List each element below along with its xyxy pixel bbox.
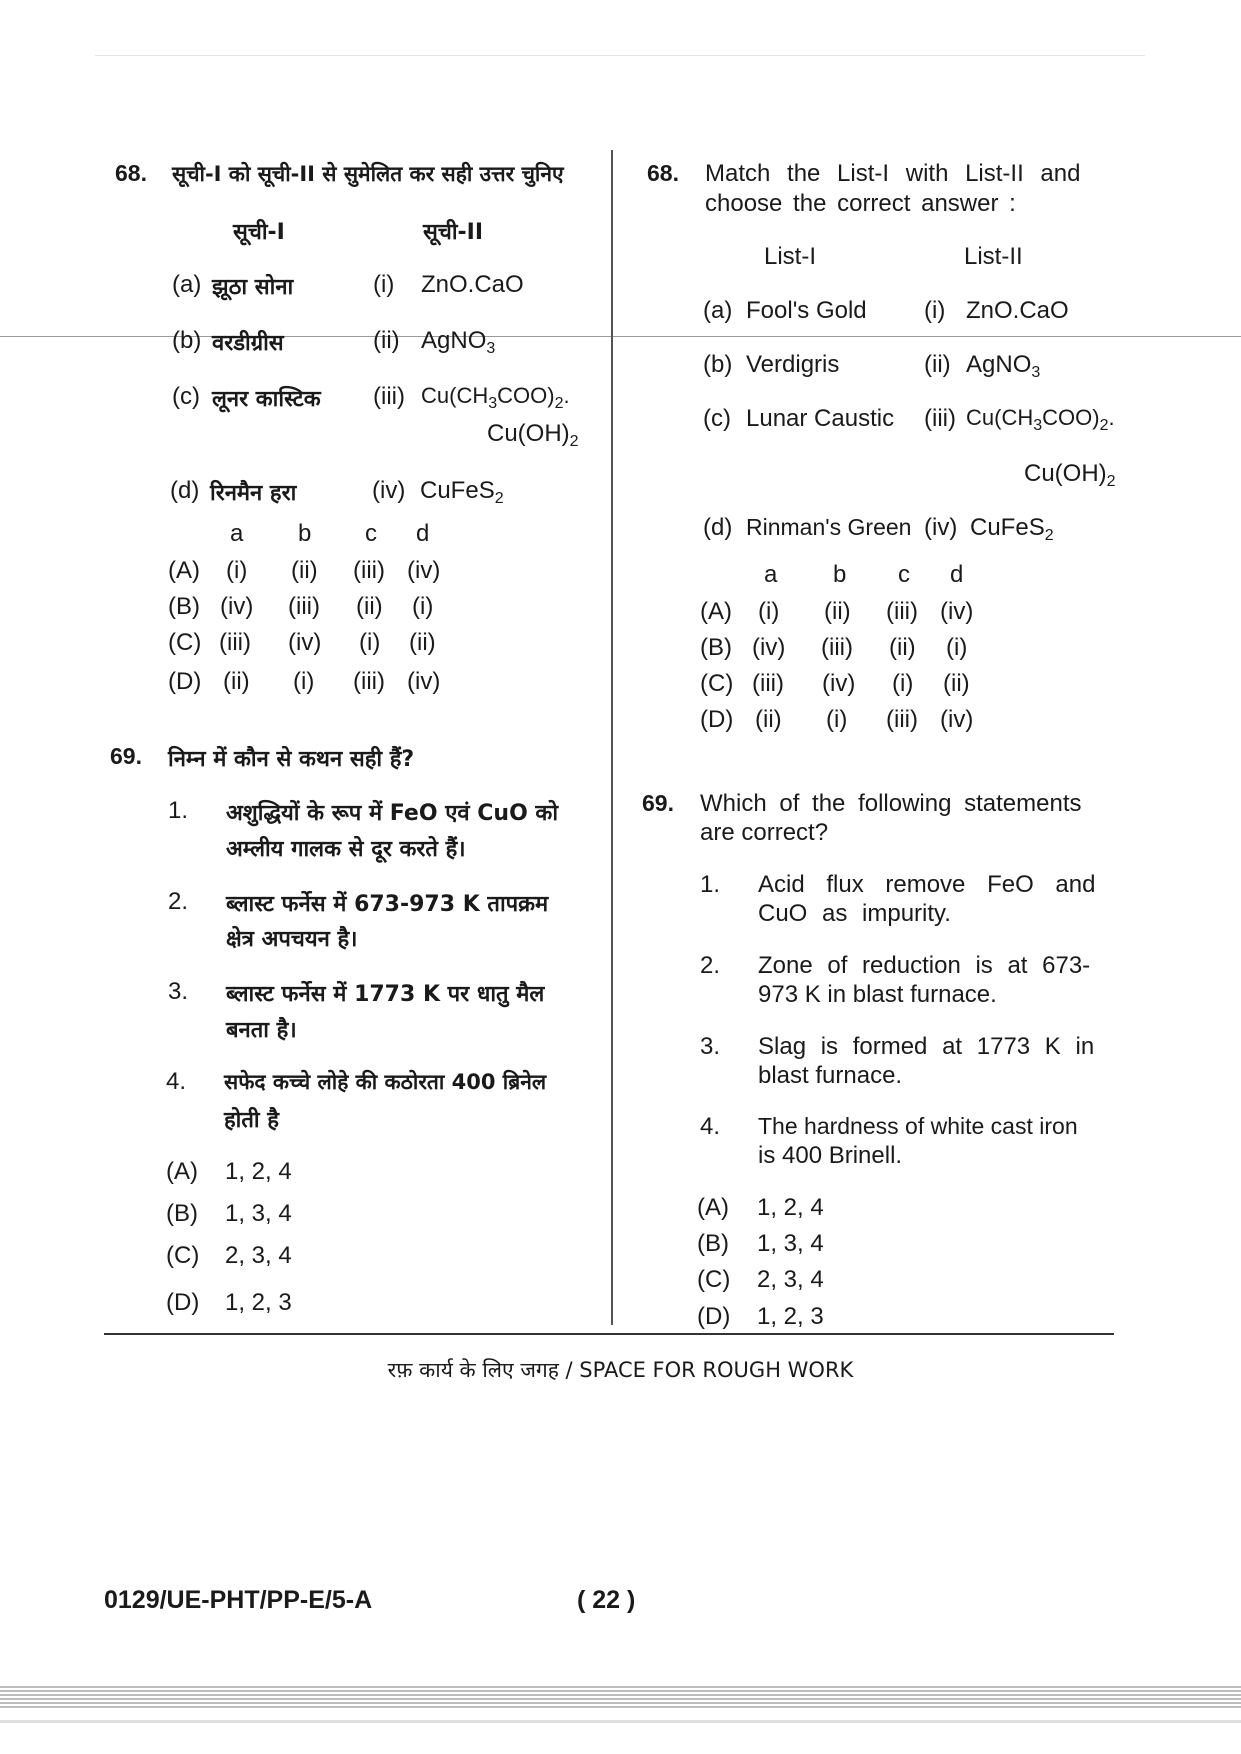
en-q68-item-code: (ii)	[924, 351, 951, 378]
en-q68-question-line1: Match the List-I with List-II and	[705, 160, 1081, 187]
en-q69-statement-line2: 973 K in blast furnace.	[758, 981, 997, 1008]
en-q68-option-value: (ii)	[943, 670, 970, 697]
en-q68-option-label[interactable]: (D)	[700, 706, 734, 733]
en-q68-item-label: (d)	[703, 514, 733, 541]
hi-q68-item-text: वरडीग्रीस	[212, 331, 284, 356]
hi-q68-item-code: (ii)	[373, 327, 400, 354]
hi-q68-col-a: a	[230, 520, 244, 547]
en-q68-item-label: (a)	[703, 297, 733, 324]
column-divider	[611, 150, 613, 1325]
hi-q68-option-value: (i)	[226, 557, 248, 584]
en-q69-statement-num: 1.	[700, 871, 721, 898]
hi-q68-item-match: CuFeS$_2$	[420, 477, 504, 507]
en-q68-option-value: (iv)	[940, 598, 974, 625]
hi-q68-option-label[interactable]: (C)	[168, 629, 202, 656]
hi-q68-option-value: (ii)	[291, 557, 318, 584]
en-q69-option-label[interactable]: (C)	[697, 1266, 731, 1293]
en-q68-col-c: c	[898, 561, 910, 588]
en-q68-question-line2: choose the correct answer :	[705, 190, 1016, 217]
hi-q68-option-value: (iv)	[288, 629, 322, 656]
scan-bottom-band	[0, 1686, 1241, 1708]
hi-q68-number: 68.	[115, 160, 147, 186]
en-q68-item-text: Fool's Gold	[746, 297, 867, 324]
hi-q68-option-label[interactable]: (D)	[168, 668, 202, 695]
en-q69-option-label[interactable]: (A)	[697, 1194, 729, 1221]
en-q69-option-value: 1, 2, 3	[757, 1303, 824, 1330]
hi-q68-item-code: (iii)	[373, 383, 405, 410]
en-q69-question-line2: are correct?	[700, 819, 829, 846]
hi-q68-option-value: (iv)	[220, 593, 254, 620]
hi-q68-option-label[interactable]: (B)	[168, 593, 200, 620]
paper-code: 0129/UE-PHT/PP-E/5-A	[104, 1586, 373, 1614]
hi-q68-item-match: $Cu(CH_3COO)_2$.	[421, 383, 570, 412]
hi-q68-question: सूची-I को सूची-II से सुमेलित कर सही उत्तर चुनिए	[172, 162, 564, 186]
hi-q68-option-value: (iii)	[219, 629, 251, 656]
hi-q68-item-code: (i)	[373, 271, 395, 298]
en-q69-option-value: 1, 2, 4	[757, 1194, 824, 1221]
hi-q68-option-value: (iii)	[288, 593, 320, 620]
hi-q69-option-label[interactable]: (D)	[166, 1289, 200, 1316]
hi-q69-option-label[interactable]: (C)	[166, 1242, 200, 1269]
en-q68-item-label: (b)	[703, 351, 733, 378]
en-q69-number: 69.	[642, 790, 674, 816]
en-q68-option-value: (iii)	[886, 598, 918, 625]
hi-q68-col-b: b	[298, 520, 312, 547]
en-q68-option-value: (iv)	[822, 670, 856, 697]
hi-q68-item-match: ZnO.CaO	[421, 271, 524, 298]
hi-q69-statement-line2: बनता है।	[226, 1018, 297, 1043]
hi-q69-option-value: 1, 2, 4	[225, 1158, 292, 1185]
en-q69-option-label[interactable]: (D)	[697, 1303, 731, 1330]
hi-q69-statement-num: 2.	[168, 888, 189, 915]
en-q69-option-value: 1, 3, 4	[757, 1230, 824, 1257]
en-q69-statement-num: 3.	[700, 1033, 721, 1060]
en-q68-item-code: (iii)	[924, 405, 956, 432]
hi-q68-col-c: c	[365, 520, 377, 547]
hi-q69-statement-line1: सफेद कच्चे लोहे की कठोरता 400 ब्रिनेल	[224, 1070, 547, 1094]
hi-q68-option-value: (i)	[293, 668, 315, 695]
hi-q69-option-value: 1, 2, 3	[225, 1289, 292, 1316]
hi-q68-option-value: (iii)	[353, 557, 385, 584]
hi-q68-item-text: लूनर कास्टिक	[212, 387, 321, 412]
hi-q68-option-value: (iv)	[407, 668, 441, 695]
en-q69-statement-line1: Slag is formed at 1773 K in	[758, 1033, 1095, 1060]
hi-q69-statement-num: 1.	[168, 797, 189, 824]
en-q68-item-text: Rinman's Green	[746, 514, 912, 540]
en-q68-number: 68.	[647, 160, 679, 186]
hi-q69-number: 69.	[110, 743, 142, 769]
en-q69-statement-line1: Acid flux remove FeO and	[758, 871, 1096, 898]
en-q68-list1-header: List-I	[764, 243, 817, 270]
hi-q68-option-value: (ii)	[356, 593, 383, 620]
hi-q68-item-match: AgNO$_3$	[421, 327, 496, 357]
en-q68-option-label[interactable]: (C)	[700, 670, 734, 697]
en-q68-option-value: (iii)	[821, 634, 853, 661]
hi-q68-list1-header: सूची-I	[233, 220, 285, 245]
hi-q68-item-code: (iv)	[372, 477, 406, 504]
en-q68-item-text: Verdigris	[746, 351, 840, 378]
en-q69-statement-line2: CuO as impurity.	[758, 900, 951, 927]
en-q68-option-value: (ii)	[755, 706, 782, 733]
hi-q68-option-value: (ii)	[409, 629, 436, 656]
rough-work-rule	[104, 1333, 1114, 1335]
en-q68-item-code: (i)	[924, 297, 946, 324]
en-q68-col-a: a	[764, 561, 778, 588]
en-q69-statement-num: 2.	[700, 952, 721, 979]
hi-q69-option-label[interactable]: (A)	[166, 1158, 198, 1185]
hi-q68-option-value: (iv)	[407, 557, 441, 584]
en-q69-statement-line2: is 400 Brinell.	[758, 1142, 903, 1169]
rough-work-label: रफ़ कार्य के लिए जगह / SPACE FOR ROUGH WORK	[387, 1358, 854, 1382]
hi-q69-option-value: 2, 3, 4	[225, 1242, 292, 1269]
en-q68-option-value: (iv)	[752, 634, 786, 661]
hi-q68-list2-header: सूची-II	[423, 220, 484, 245]
en-q68-col-b: b	[833, 561, 847, 588]
scan-edge-shadow	[0, 1720, 1241, 1723]
en-q68-option-value: (ii)	[824, 598, 851, 625]
hi-q69-statement-line2: क्षेत्र अपचयन है।	[226, 927, 358, 952]
en-q68-item-match: CuFeS$_2$	[970, 514, 1054, 544]
hi-q69-statement-line1: ब्लास्ट फर्नेस में 1773 K पर धातु मैल	[226, 982, 545, 1007]
en-q68-option-label[interactable]: (B)	[700, 634, 732, 661]
en-q68-option-value: (i)	[892, 670, 914, 697]
hi-q68-option-label[interactable]: (A)	[168, 557, 200, 584]
en-q69-question-line1: Which of the following statements	[700, 790, 1082, 817]
hi-q69-statement-line2: अम्लीय गालक से दूर करते हैं।	[226, 837, 466, 862]
en-q68-col-d: d	[950, 561, 964, 588]
hi-q69-statement-line1: अशुद्धियों के रूप में FeO एवं CuO को	[226, 801, 559, 826]
hi-q68-item-label: (b)	[172, 327, 202, 354]
en-q68-option-value: (ii)	[889, 634, 916, 661]
en-q69-statement-num: 4.	[700, 1113, 721, 1140]
en-q68-item-match-line2: $Cu(OH)_2$	[1024, 460, 1116, 490]
hi-q68-option-value: (iii)	[353, 668, 385, 695]
en-q68-list2-header: List-II	[964, 243, 1023, 270]
en-q68-option-value: (iii)	[886, 706, 918, 733]
page-number: ( 22 )	[577, 1586, 636, 1614]
hi-q69-statement-line2: होती है	[224, 1108, 279, 1133]
en-q68-option-label[interactable]: (A)	[700, 598, 732, 625]
en-q68-option-value: (iv)	[940, 706, 974, 733]
hi-q68-option-value: (i)	[359, 629, 381, 656]
en-q68-item-code: (iv)	[924, 514, 958, 541]
en-q69-option-label[interactable]: (B)	[697, 1230, 729, 1257]
en-q69-option-value: 2, 3, 4	[757, 1266, 824, 1293]
en-q69-statement-line2: blast furnace.	[758, 1062, 903, 1089]
en-q68-item-match: ZnO.CaO	[966, 297, 1069, 324]
hi-q69-statement-line1: ब्लास्ट फर्नेस में 673-973 K तापक्रम	[226, 892, 549, 917]
en-q68-item-match: $Cu(CH_3COO)_2$.	[966, 405, 1115, 434]
hi-q69-statement-num: 4.	[166, 1068, 187, 1095]
en-q68-option-value: (i)	[946, 634, 968, 661]
en-q68-item-text: Lunar Caustic	[746, 405, 895, 432]
en-q68-option-value: (iii)	[752, 670, 784, 697]
en-q68-item-label: (c)	[703, 405, 731, 432]
hi-q68-item-match-line2: $Cu(OH)_2$	[487, 420, 579, 450]
hi-q68-col-d: d	[416, 520, 430, 547]
en-q68-option-value: (i)	[826, 706, 848, 733]
hi-q68-item-text: झूठा सोना	[212, 275, 294, 300]
en-q69-statement-line1: Zone of reduction is at 673-	[758, 952, 1091, 979]
hi-q68-option-value: (ii)	[223, 668, 250, 695]
hi-q68-option-value: (i)	[412, 593, 434, 620]
hi-q69-question: निम्न में कौन से कथन सही हैं?	[168, 747, 415, 772]
en-q68-item-match: AgNO$_3$	[966, 351, 1041, 381]
top-scan-line	[95, 55, 1145, 56]
hi-q68-item-label: (a)	[172, 271, 202, 298]
hi-q68-item-text: रिनमैन हरा	[210, 481, 297, 506]
hi-q68-item-label: (d)	[170, 477, 200, 504]
hi-q69-option-label[interactable]: (B)	[166, 1200, 198, 1227]
hi-q69-statement-num: 3.	[168, 978, 189, 1005]
en-q68-option-value: (i)	[758, 598, 780, 625]
en-q69-statement-line1: The hardness of white cast iron	[758, 1113, 1078, 1139]
hi-q69-option-value: 1, 3, 4	[225, 1200, 292, 1227]
hi-q68-item-label: (c)	[172, 383, 200, 410]
